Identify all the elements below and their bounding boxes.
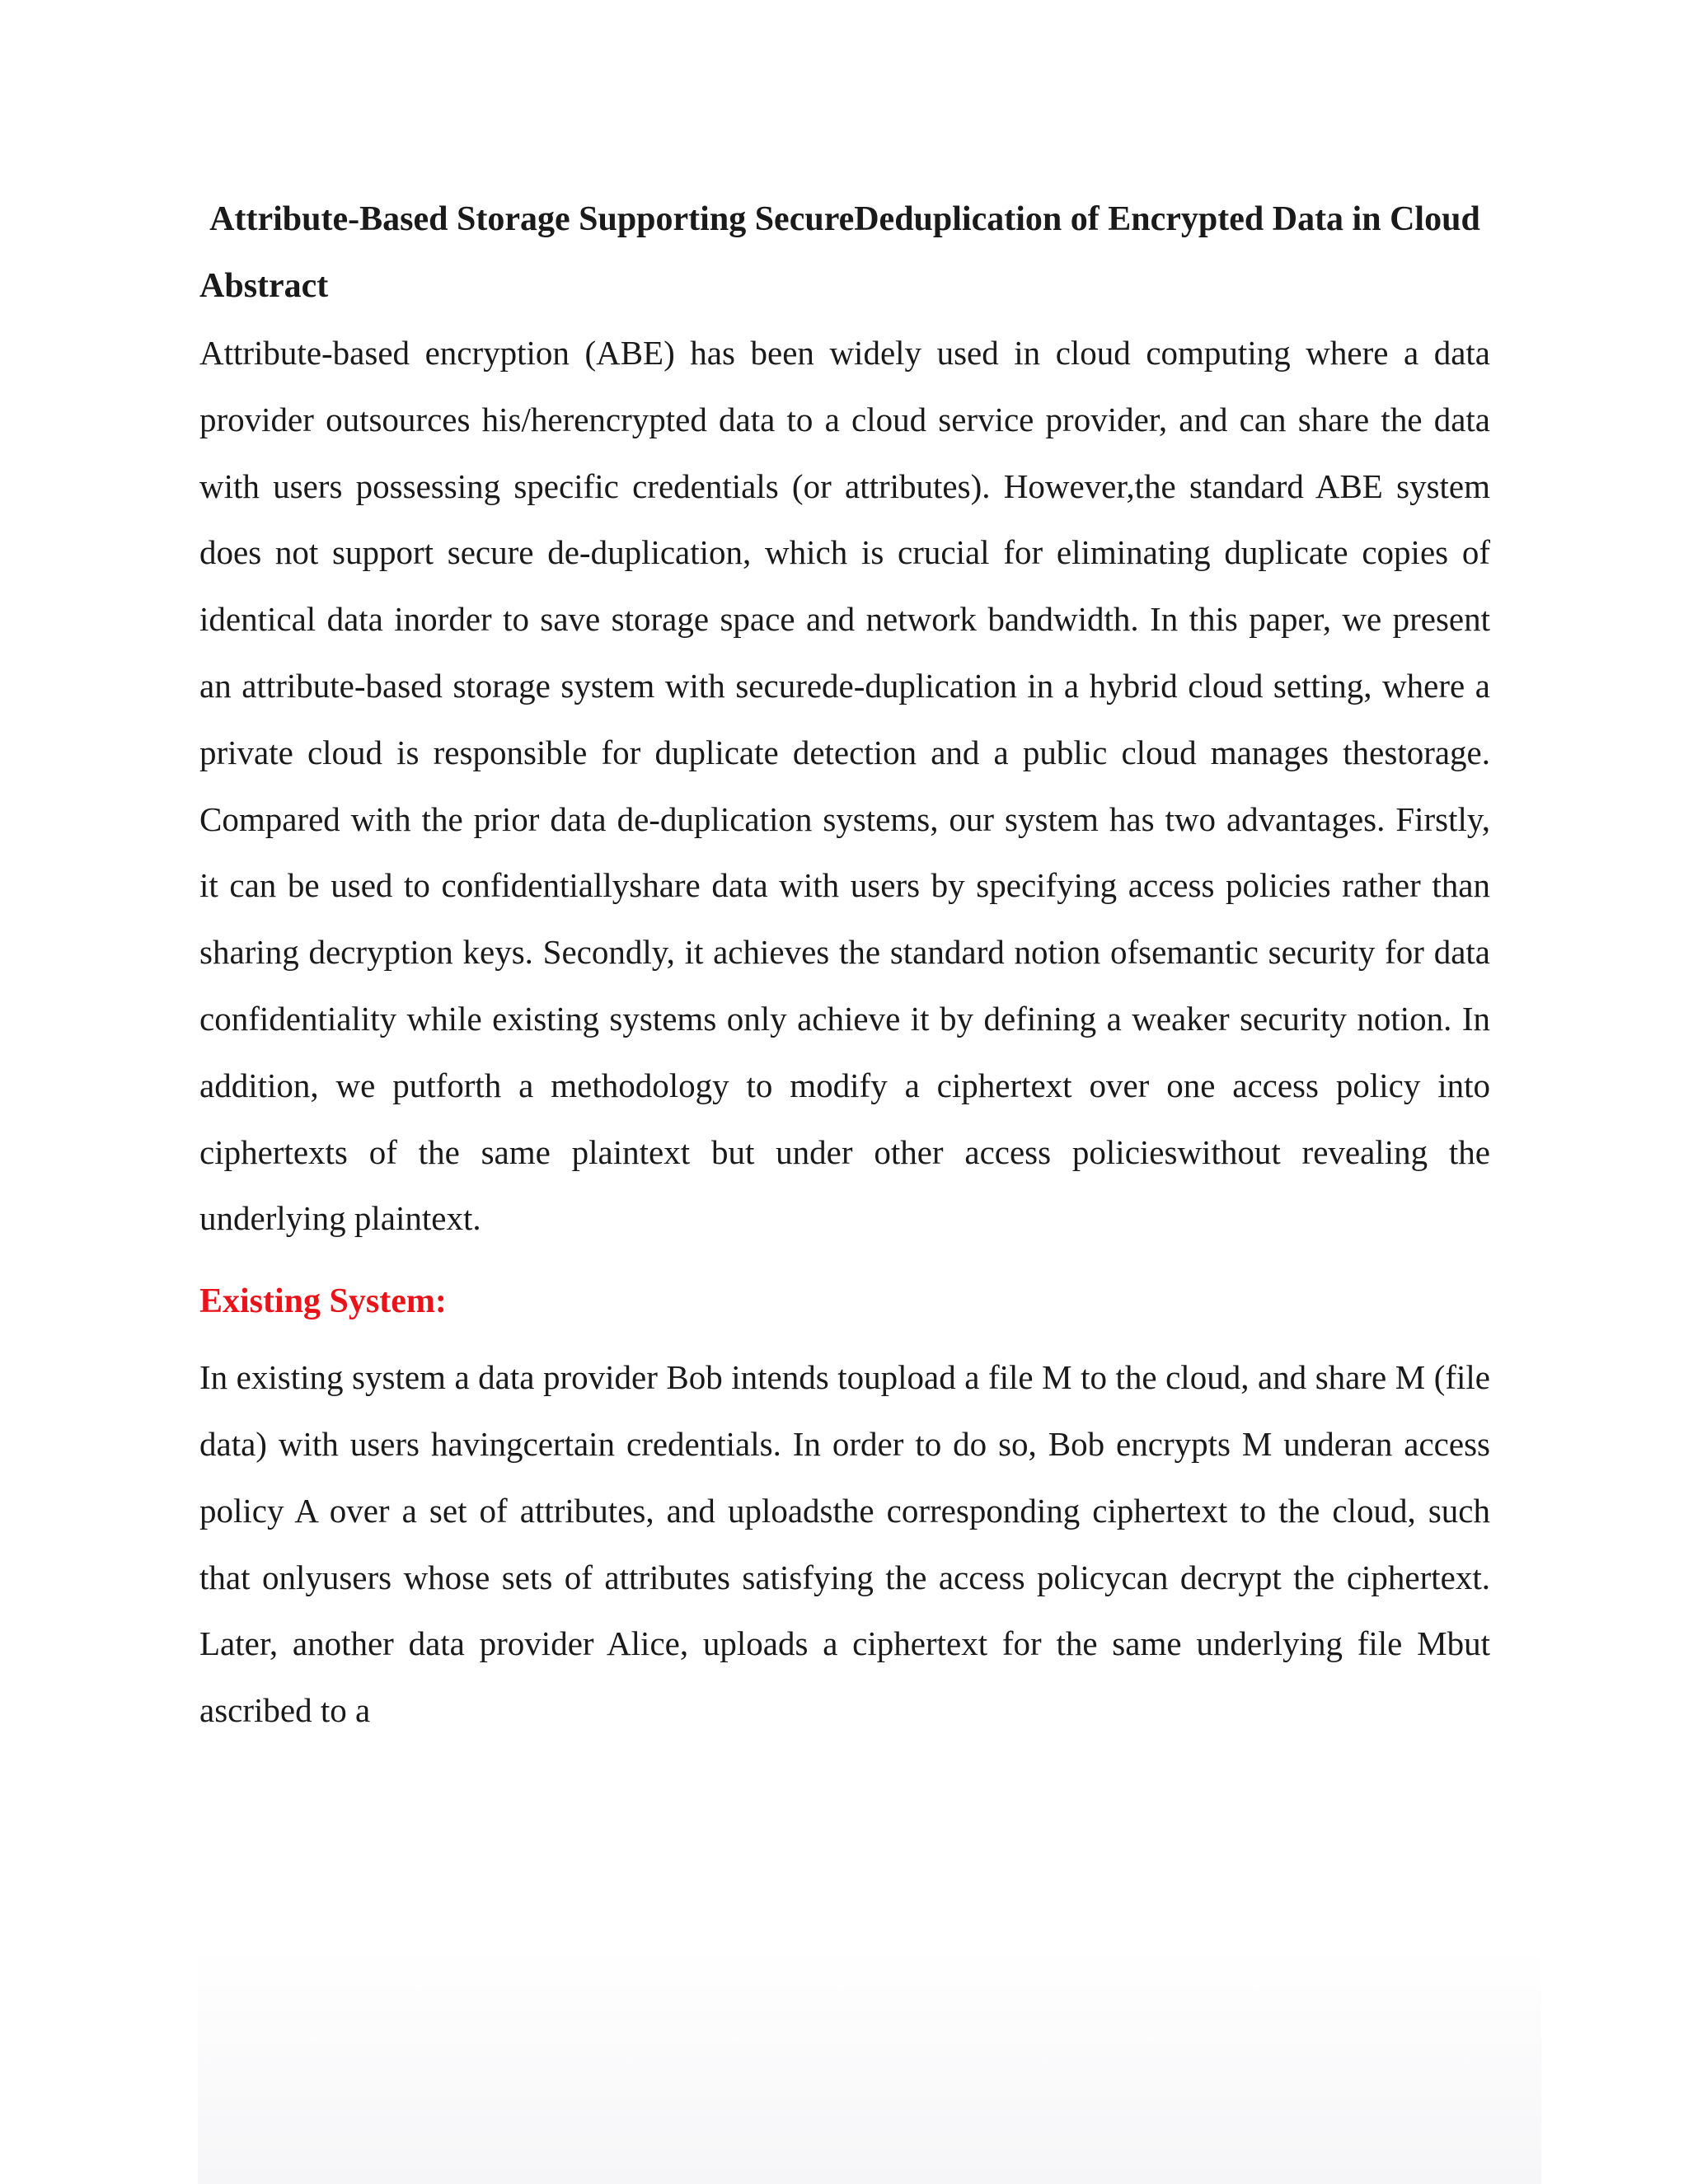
existing-system-paragraph: In existing system a data provider Bob intends toupload a file M to the cloud, and share M (file data) with users havingcertain credentials. In order to do so, Bob encrypts M underan access policy A over a set of attributes, and uploadsthe corresponding ciphertext to the cloud, such that onlyusers whose sets of attributes satisfying the access policycan decrypt the ciphertext. Later, another data provider Alice, uploads a ciphertext for the same underlying file Mbut ascribed to a — [199, 1358, 1490, 1730]
document-body — [199, 186, 1490, 1744]
document-title: Attribute-Based Storage Supporting SecureDeduplication of Encrypted Data in Cloud — [209, 200, 1480, 238]
existing-system-heading: Existing System: — [199, 1282, 447, 1321]
abstract-paragraph: Attribute-based encryption (ABE) has been widely used in cloud computing where a data provider outsources his/herencrypted data to a cloud service provider, and can share the data with users possessing specific credentials (or attributes). However,the standard ABE system does not support secure de-duplication, which is crucial for eliminating duplicate copies of identical data inorder to save storage space and network bandwidth. In this paper, we present an attribute-based storage system with securede-duplication in a hybrid cloud setting, where a private cloud is responsible for duplicate detection and a public cloud manages thestorage. Compared with the prior data de-duplication systems, our system has two advantages. Firstly, it can be used to confidentiallyshare data with users by specifying access policies rather than sharing decryption keys. Secondly, it achieves the standard notion ofsemantic security for data confidentiality while existing systems only achieve it by defining a weaker security notion. In addition, we putforth a methodology to modify a ciphertext over one access policy into ciphertexts of the same plaintext but under other access policieswithout revealing the underlying plaintext. — [199, 334, 1490, 1238]
abstract-heading: Abstract — [199, 267, 329, 305]
page-shadow — [198, 1945, 1541, 2184]
